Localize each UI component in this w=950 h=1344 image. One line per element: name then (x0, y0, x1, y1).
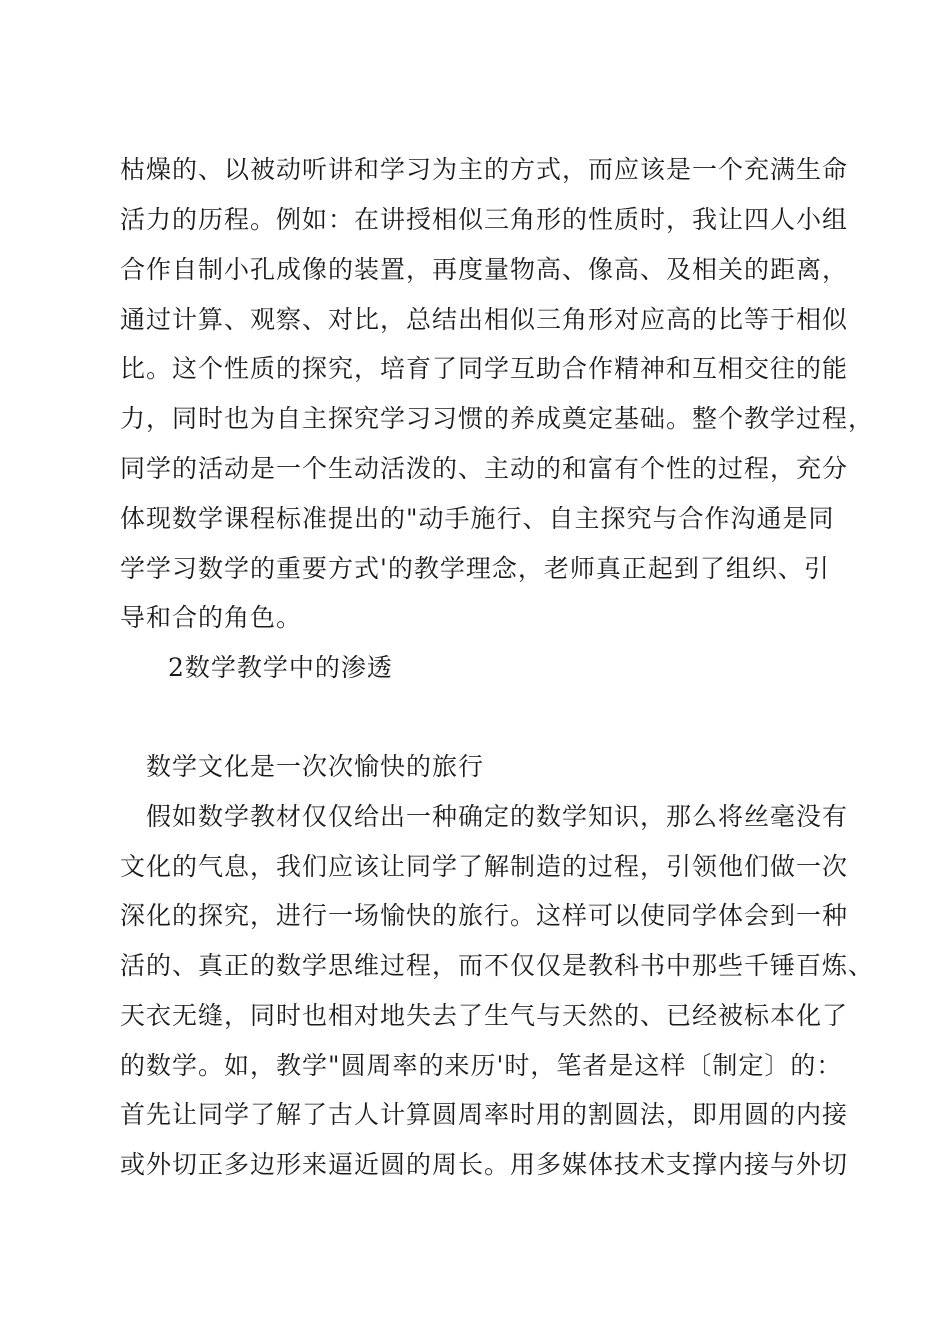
paragraph-1-line-2: 活力的历程。例如：在讲授相似三角形的性质时，我让四人小组 (120, 205, 849, 234)
paragraph-2-line-5: 天衣无缝，同时也相对地失去了生气与天然的、已经被标本化了 (120, 1001, 849, 1030)
paragraph-2-line-7: 首先让同学了解了古人计算圆周率时用的割圆法，即用圆的内接 (120, 1100, 849, 1129)
paragraph-1-line-5: 比。这个性质的探究，培育了同学互助合作精神和互相交往的能 (120, 354, 849, 383)
paragraph-2-line-4: 活的、真正的数学思维过程，而不仅仅是教科书中那些千锤百炼、 (120, 951, 875, 980)
paragraph-2-line-6: 的数学。如，教学"圆周率的来历'时，笔者是这样〔制定〕的： (120, 1051, 843, 1080)
paragraph-1-line-1: 枯燥的、以被动听讲和学习为主的方式，而应该是一个充满生命 (120, 155, 849, 184)
paragraph-1-line-10: 导和合的角色。 (120, 603, 303, 632)
paragraph-1-line-4: 通过计算、观察、对比，总结出相似三角形对应高的比等于相似 (120, 305, 849, 334)
paragraph-2-line-3: 深化的探究，进行一场愉快的旅行。这样可以使同学体会到一种 (120, 901, 849, 930)
paragraph-1-line-7: 同学的活动是一个生动活泼的、主动的和富有个性的过程，充分 (120, 454, 849, 483)
subheading: 数学文化是一次次愉快的旅行 (146, 752, 485, 781)
paragraph-2-line-2: 文化的气息，我们应该让同学了解制造的过程，引领他们做一次 (120, 852, 849, 881)
paragraph-2-line-1: 假如数学教材仅仅给出一种确定的数学知识，那么将丝毫没有 (146, 802, 849, 831)
paragraph-2-line-8: 或外切正多边形来逼近圆的周长。用多媒体技术支撑内接与外切 (120, 1150, 849, 1179)
paragraph-1-line-6: 力，同时也为自主探究学习习惯的养成奠定基础。整个教学过程， (120, 404, 875, 433)
paragraph-1-line-9: 学学习数学的重要方式'的教学理念，老师真正起到了组织、引 (120, 554, 830, 583)
paragraph-1-line-3: 合作自制小孔成像的装置，再度量物高、像高、及相关的距离， (120, 255, 849, 284)
section-heading: 2数学教学中的渗透 (168, 653, 393, 682)
paragraph-1-line-8: 体现数学课程标准提出的"动手施行、自主探究与合作沟通是同 (120, 504, 835, 533)
